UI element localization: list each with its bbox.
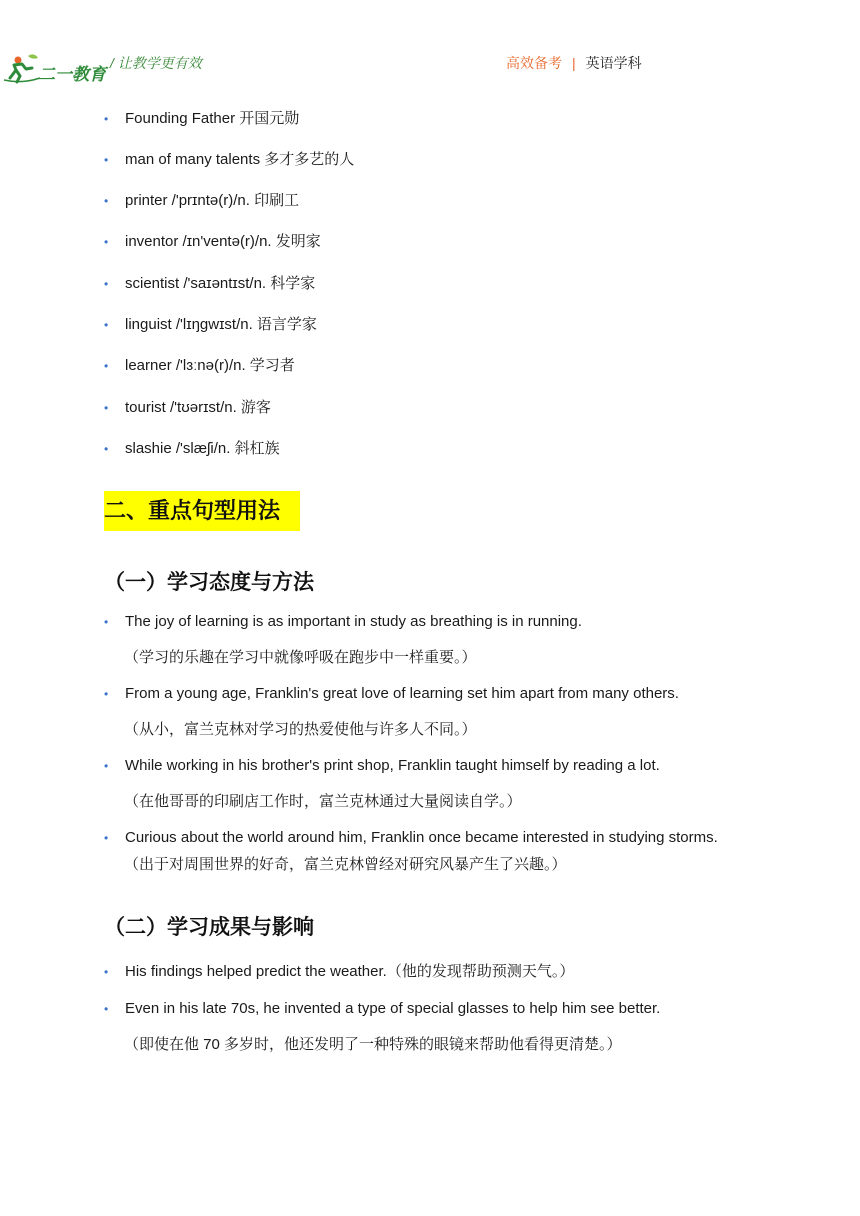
logo-text: 二一教育 xyxy=(38,65,106,85)
header-subject xyxy=(506,53,642,73)
section-title: 二、重点句型用法 xyxy=(104,491,300,531)
sentence-translation: （在他哥哥的印刷店工作时，富兰克林通过大量阅读自学。） xyxy=(124,793,522,810)
sentence-translation: （学习的乐趣在学习中就像呼吸在跑步中一样重要。） xyxy=(124,649,477,666)
sentence-translation: （从小，富兰克林对学习的热爱使他与许多人不同。） xyxy=(124,721,477,738)
bullet-icon: • xyxy=(104,615,109,629)
subsection-title-1: （一）学习态度与方法 xyxy=(104,571,314,594)
bullet-icon: • xyxy=(104,112,109,126)
bullet-icon: • xyxy=(104,235,109,249)
bullet-icon: • xyxy=(104,1002,109,1016)
sentence-translation: （即使在他 70 多岁时，他还发明了一种特殊的眼镜来帮助他看得更清楚。） xyxy=(124,1036,622,1053)
header-subject-label: 英语学科 xyxy=(585,55,642,71)
subsection-title-2: （二）学习成果与影响 xyxy=(104,916,314,939)
bullet-icon: • xyxy=(104,687,109,701)
bullet-icon: • xyxy=(104,153,109,167)
header-separator: | xyxy=(572,55,576,71)
bullet-icon: • xyxy=(104,401,109,415)
page-header xyxy=(0,0,860,90)
header-slogan: / 让教学更有效 xyxy=(110,55,202,71)
bullet-icon: • xyxy=(104,442,109,456)
logo xyxy=(2,50,112,86)
header-exam-label: 高效备考 xyxy=(506,55,562,71)
sentence-translation: （出于对周围世界的好奇，富兰克林曾经对研究风暴产生了兴趣。） xyxy=(124,856,567,873)
bullet-icon: • xyxy=(104,359,109,373)
bullet-icon: • xyxy=(104,318,109,332)
bullet-icon: • xyxy=(104,831,109,845)
bullet-icon: • xyxy=(104,759,109,773)
bullet-icon: • xyxy=(104,277,109,291)
bullet-icon: • xyxy=(104,194,109,208)
bullet-icon: • xyxy=(104,965,109,979)
